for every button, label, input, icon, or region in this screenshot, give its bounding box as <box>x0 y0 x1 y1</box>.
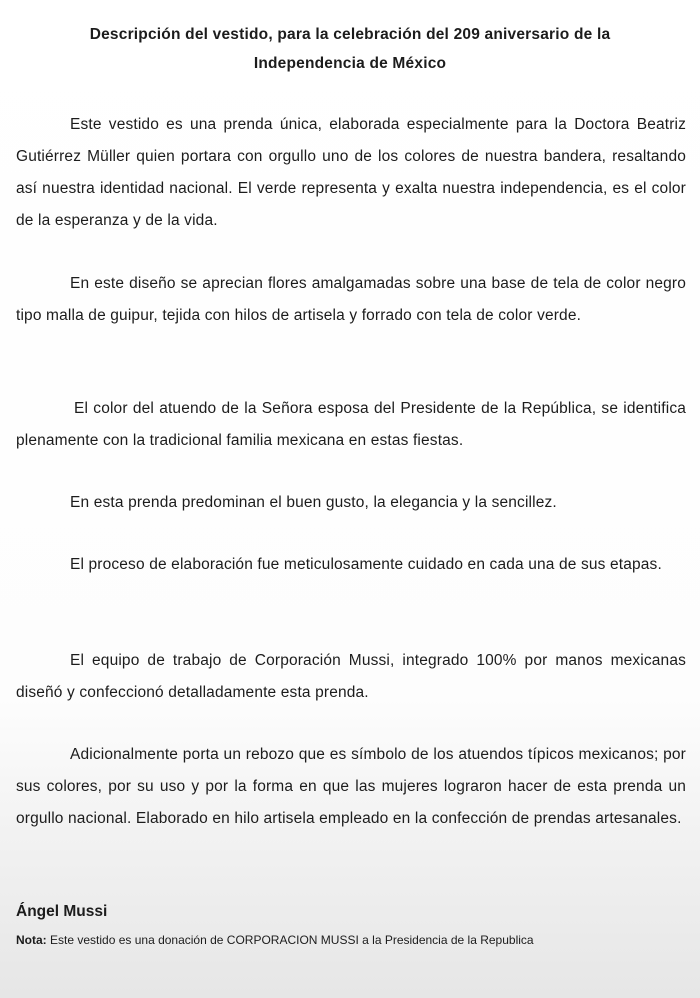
title-line-2: Independencia de México <box>253 55 447 72</box>
paragraph-5: El proceso de elaboración fue meticulosamente cuidado en cada una de sus etapas. <box>70 556 662 573</box>
footnote <box>16 932 676 948</box>
paragraph-7: Adicionalmente porta un rebozo que es símbolo de los atuendos típicos mexicanos; por sus colores, por su uso y por la forma en que las mujeres lograron hacer de esta prenda un orgullo nacional. Elaborado en hilo artisela empleado en la confección de prendas artesanales. <box>16 746 686 827</box>
paragraph-3: El color del atuendo de la Señora esposa del Presidente de la República, se identifica plenamente con la tradicional familia mexicana en estas fiestas. <box>16 400 686 449</box>
paragraph-1: Este vestido es una prenda única, elaborada especialmente para la Doctora Beatriz Gutiérrez Müller quien portara con orgullo uno de los colores de nuestra bandera, resaltando así nuestra identidad nacional. El verde representa y exalta nuestra independencia, es el color de la esperanza y de la vida. <box>16 116 686 229</box>
document-title <box>20 20 680 78</box>
note-text: Este vestido es una donación de CORPORACION MUSSI a la Presidencia de la Republica <box>46 933 534 947</box>
note-label: Nota: <box>16 933 47 947</box>
paragraph-2: En este diseño se aprecian flores amalgamadas sobre una base de tela de color negro tipo malla de guipur, tejida con hilos de artisela y forrado con tela de color verde. <box>16 275 686 324</box>
paragraph-4: En esta prenda predominan el buen gusto, la elegancia y la sencillez. <box>70 494 557 511</box>
title-line-1: Descripción del vestido, para la celebración del 209 aniversario de la <box>89 26 611 43</box>
paragraph-6: El equipo de trabajo de Corporación Mussi, integrado 100% por manos mexicanas diseñó y confeccionó detalladamente esta prenda. <box>16 652 686 701</box>
signature: Ángel Mussi <box>16 903 108 920</box>
